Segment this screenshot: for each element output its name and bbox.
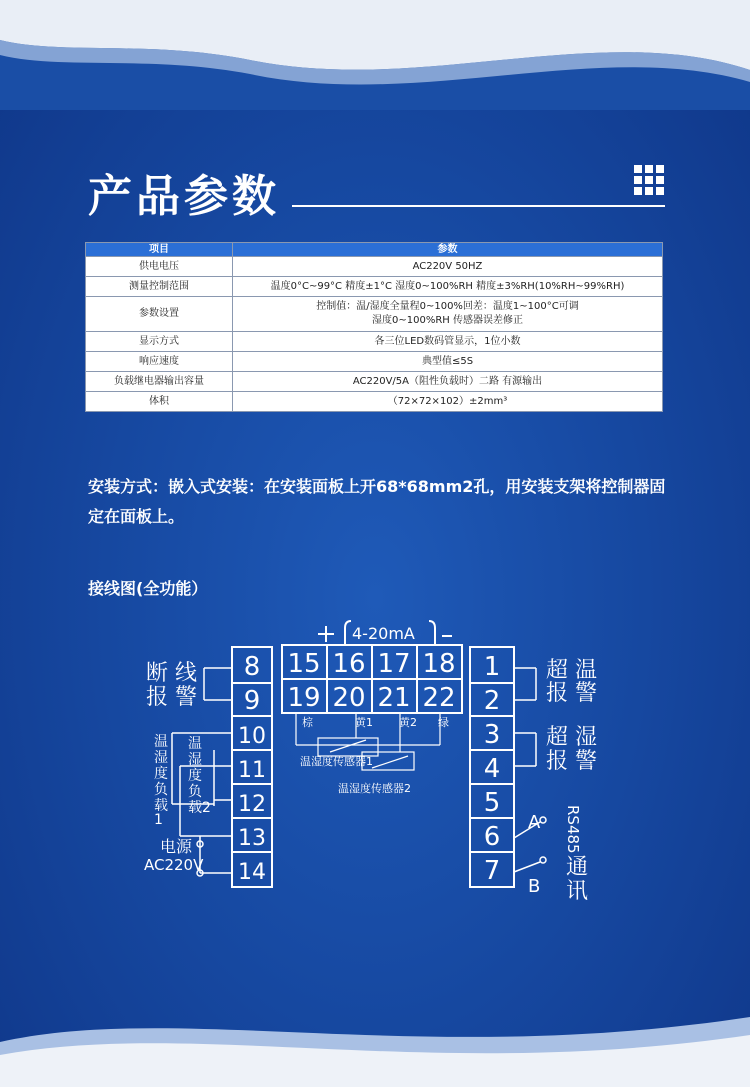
wire-yellow2-label: 黄2 (399, 716, 417, 729)
terminal-14: 14 (238, 860, 266, 885)
terminal-16: 16 (332, 649, 366, 679)
row-key: 体积 (86, 392, 233, 412)
table-header-item: 项目 (86, 243, 233, 257)
terminal-11: 11 (238, 758, 266, 783)
terminal-5: 5 (483, 788, 501, 818)
row-value: 各三位LED数码管显示，1位小数 (233, 332, 663, 352)
terminal-2: 2 (483, 686, 501, 716)
table-row (86, 297, 663, 332)
load2-char: 湿 (188, 752, 202, 768)
table-row (86, 332, 663, 352)
terminal-6: 6 (483, 822, 501, 852)
load2-char: 温 (188, 736, 202, 752)
table-row (86, 277, 663, 297)
load1-char: 1 (154, 812, 163, 828)
label-rs485: RS485 (564, 805, 582, 854)
terminal-22: 22 (422, 683, 456, 713)
terminal-9: 9 (243, 686, 261, 716)
label-power: 电源 (160, 837, 193, 856)
load1-char: 湿 (154, 750, 168, 766)
label-temp-alarm: 报 警 (546, 681, 597, 706)
load2-char: 载2 (188, 800, 211, 816)
row-value-line: 控制值：温/湿度全量程0~100%回差：温度1~100°C可调 (316, 301, 579, 312)
row-value: （72×72×102）±2mm³ (233, 392, 663, 412)
sensor1-label: 温湿度传感器1 (300, 755, 373, 768)
row-key: 显示方式 (86, 332, 233, 352)
wiring-top-label: 4-20mA (352, 624, 415, 643)
load1-char: 度 (154, 766, 168, 782)
label-over-temp: 超 温 (546, 658, 597, 683)
load1-char: 载 (154, 798, 168, 814)
terminal-15: 15 (287, 649, 321, 679)
row-key: 响应速度 (86, 352, 233, 372)
title-underline (292, 205, 665, 207)
load2-char: 负 (188, 784, 202, 800)
section-title: 产品参数 (88, 171, 280, 222)
row-value: AC220V 50HZ (233, 257, 663, 277)
table-row (86, 352, 663, 372)
terminal-13: 13 (238, 826, 266, 851)
label-hum-alarm: 报 警 (546, 749, 597, 774)
terminal-20: 20 (332, 683, 366, 713)
terminal-1: 1 (483, 652, 501, 682)
load2-char: 度 (188, 768, 202, 784)
label-a: A (528, 812, 541, 833)
terminal-21: 21 (377, 683, 411, 713)
install-description: 安装方式：嵌入式安装：在安装面板上开68*68mm2孔，用安装支架将控制器固定在面板上。 (88, 477, 666, 526)
row-key: 参数设置 (86, 297, 233, 332)
row-key: 供电电压 (86, 257, 233, 277)
table-row (86, 392, 663, 412)
table-header-row (86, 243, 663, 257)
parameter-table (85, 242, 663, 412)
terminal-8: 8 (243, 652, 261, 682)
row-value: AC220V/5A（阻性负载时）二路 有源输出 (233, 372, 663, 392)
terminal-4: 4 (483, 754, 501, 784)
grid-icon (634, 165, 664, 195)
terminal-17: 17 (377, 649, 411, 679)
wiring-diagram (0, 600, 750, 920)
row-key: 测量控制范围 (86, 277, 233, 297)
bottom-wave-decoration (0, 997, 750, 1087)
label-comm-2: 讯 (566, 879, 589, 904)
terminal-18: 18 (422, 649, 456, 679)
top-wave-decoration (0, 0, 750, 110)
load1-char: 温 (154, 734, 168, 750)
row-key: 负载继电器输出容量 (86, 372, 233, 392)
label-over-hum: 超 湿 (546, 725, 597, 750)
label-break-line: 断 线 (146, 661, 197, 686)
table-header-param: 参数 (233, 243, 663, 257)
table-row (86, 257, 663, 277)
sensor2-label: 温湿度传感器2 (338, 782, 411, 795)
label-break-alarm: 报 警 (146, 685, 197, 710)
row-value (233, 297, 663, 332)
terminal-10: 10 (238, 724, 266, 749)
label-ac220v: AC220V (144, 856, 204, 874)
wire-brown-label: 棕 (302, 716, 313, 729)
label-comm-1: 通 (566, 855, 589, 880)
row-value: 典型值≤5S (233, 352, 663, 372)
terminal-19: 19 (287, 683, 321, 713)
row-value-line: 湿度0~100%RH 传感器误差修正 (372, 315, 523, 326)
terminal-7: 7 (483, 856, 501, 886)
terminal-3: 3 (483, 720, 501, 750)
load1-char: 负 (154, 782, 168, 798)
label-b: B (528, 876, 541, 897)
wire-green-label: 绿 (438, 716, 449, 729)
wiring-title: 接线图(全功能） (88, 579, 208, 598)
terminal-12: 12 (238, 792, 266, 817)
row-value: 温度0°C~99°C 精度±1°C 湿度0~100%RH 精度±3%RH(10%RH~99%RH) (233, 277, 663, 297)
table-row (86, 372, 663, 392)
wire-yellow1-label: 黄1 (355, 716, 373, 729)
